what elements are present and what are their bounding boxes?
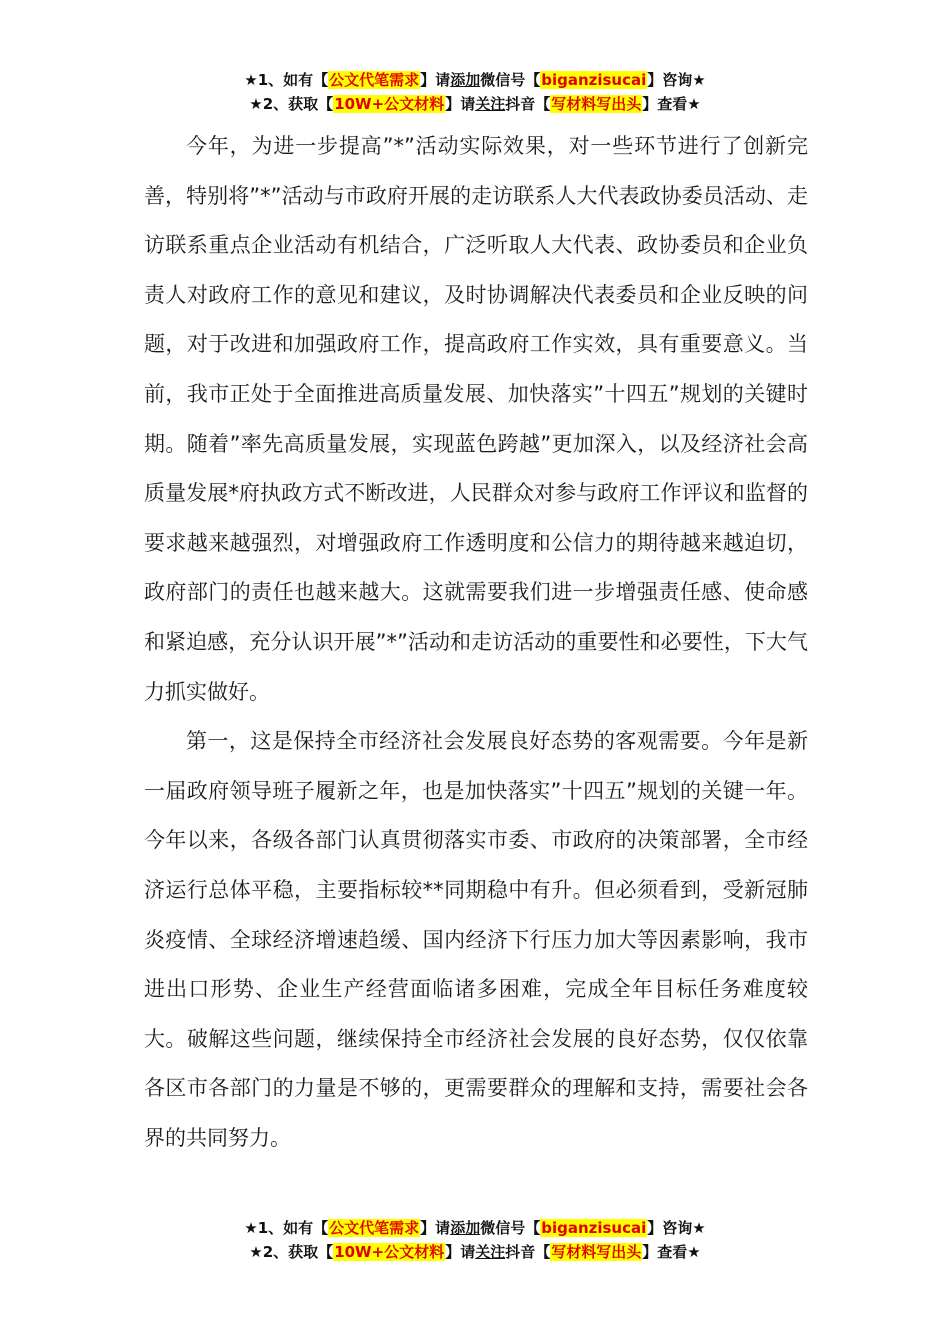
promo-emphasis: 关注 bbox=[475, 95, 506, 113]
promo-highlight: 10W+公文材料 bbox=[334, 1243, 445, 1261]
promo-text: 】请 bbox=[445, 95, 476, 113]
promo-text: 微信号【 bbox=[480, 71, 541, 89]
promo-text: 抖音【 bbox=[505, 1243, 551, 1261]
promo-line-1 bbox=[0, 68, 950, 92]
promo-highlight: biganzisucai bbox=[541, 71, 647, 89]
promo-emphasis: 添加 bbox=[450, 71, 481, 89]
promo-text: 】查看★ bbox=[642, 1243, 701, 1261]
promo-text: 】请 bbox=[420, 1219, 451, 1237]
promo-emphasis: 添加 bbox=[450, 1219, 481, 1237]
promo-text: ★1、如有【 bbox=[244, 1219, 329, 1237]
promo-highlight: 公文代笔需求 bbox=[329, 1219, 420, 1237]
promo-highlight: 写材料写出头 bbox=[551, 1243, 642, 1261]
document-body bbox=[144, 122, 808, 1163]
promo-text: 微信号【 bbox=[480, 1219, 541, 1237]
promo-highlight: biganzisucai bbox=[541, 1219, 647, 1237]
promo-text: ★2、获取【 bbox=[249, 95, 334, 113]
promo-text: 】请 bbox=[420, 71, 451, 89]
promo-text: ★2、获取【 bbox=[249, 1243, 334, 1261]
top-promo-banner bbox=[0, 68, 950, 116]
paragraph-first-point: 第一，这是保持全市经济社会发展良好态势的客观需要。今年是新一届政府领导班子履新之年，也是加快落实”十四五”规划的关键一年。今年以来，各级各部门认真贯彻落实市委、市政府的决策部署，全市经济运行总体平稳，主要指标较**同期稳中有升。但必须看到，受新冠肺炎疫情、全球经济增速趋缓、国内经济下行压力加大等因素影响，我市进出口形势、企业生产经营面临诸多困难，完成全年目标任务难度较大。破解这些问题，继续保持全市经济社会发展的良好态势，仅仅依靠各区市各部门的力量是不够的，更需要群众的理解和支持，需要社会各界的共同努力。 bbox=[144, 729, 808, 1150]
promo-text: 】咨询★ bbox=[647, 71, 706, 89]
promo-line-2 bbox=[0, 1240, 950, 1264]
promo-text: ★1、如有【 bbox=[244, 71, 329, 89]
paragraph-intro: 今年，为进一步提高”*”活动实际效果，对一些环节进行了创新完善，特别将”*”活动与市政府开展的走访联系人大代表政协委员活动、走访联系重点企业活动有机结合，广泛听取人大代表、政协委员和企业负责人对政府工作的意见和建议，及时协调解决代表委员和企业反映的问题，对于改进和加强政府工作，提高政府工作实效，具有重要意义。当前，我市正处于全面推进高质量发展、加快落实”十四五”规划的关键时期。随着”率先高质量发展，实现蓝色跨越”更加深入，以及经济社会高质量发展*府执政方式不断改进，人民群众对参与政府工作评议和监督的要求越来越强烈，对增强政府工作透明度和公信力的期待越来越迫切，政府部门的责任也越来越大。这就需要我们进一步增强责任感、使命感和紧迫感，充分认识开展”*”活动和走访活动的重要性和必要性，下大气力抓实做好。 bbox=[144, 134, 808, 704]
promo-text: 】咨询★ bbox=[647, 1219, 706, 1237]
promo-text: 抖音【 bbox=[505, 95, 551, 113]
bottom-promo-banner bbox=[0, 1216, 950, 1264]
promo-highlight: 公文代笔需求 bbox=[329, 71, 420, 89]
promo-highlight: 写材料写出头 bbox=[551, 95, 642, 113]
promo-line-2 bbox=[0, 92, 950, 116]
promo-emphasis: 关注 bbox=[475, 1243, 506, 1261]
promo-text: 】请 bbox=[445, 1243, 476, 1261]
promo-line-1 bbox=[0, 1216, 950, 1240]
promo-highlight: 10W+公文材料 bbox=[334, 95, 445, 113]
promo-text: 】查看★ bbox=[642, 95, 701, 113]
